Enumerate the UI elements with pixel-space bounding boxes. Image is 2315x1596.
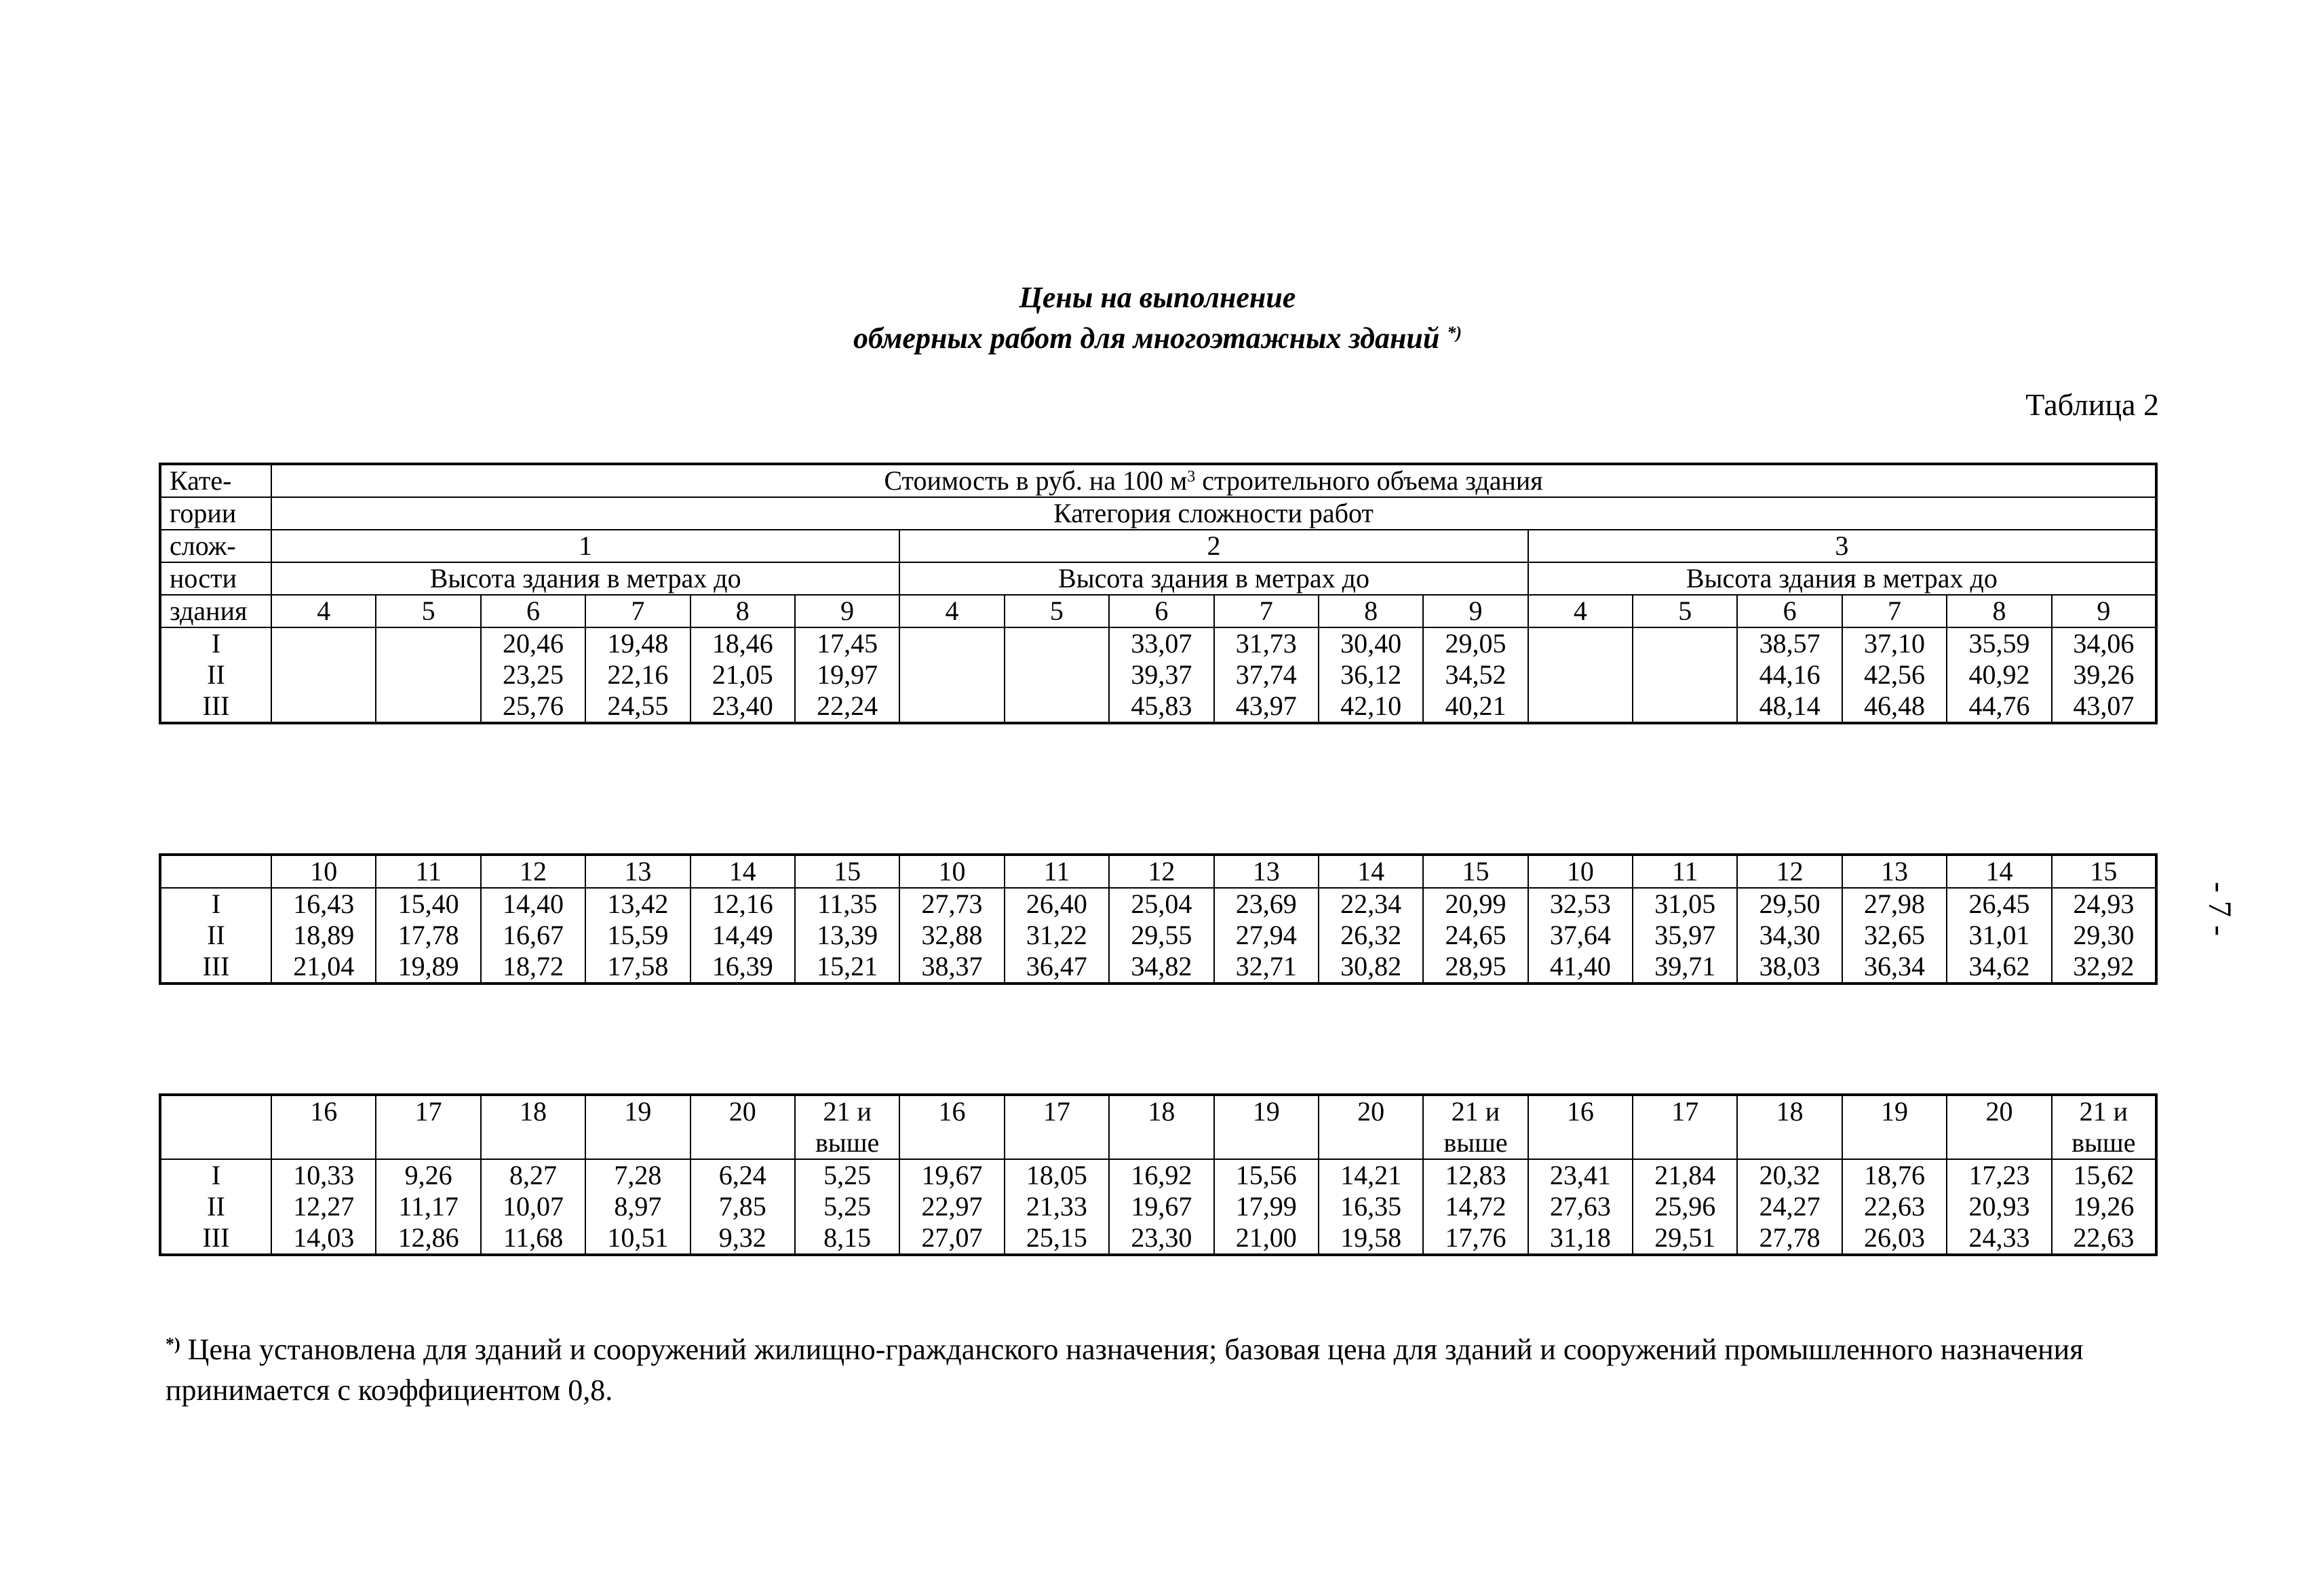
price-cell: 25,76 — [481, 690, 585, 723]
height-value: 8 — [1319, 595, 1423, 627]
row-label: II — [160, 659, 271, 690]
price-cell: 17,45 — [795, 627, 899, 659]
row-label: II — [160, 1191, 271, 1222]
price-cell: 31,73 — [1214, 627, 1319, 659]
height-value: 13 — [585, 855, 690, 888]
complexity-group-1: 1 — [271, 530, 899, 562]
category-header-cell: гории — [160, 497, 271, 530]
category-header-cell: Кате- — [160, 464, 271, 497]
price-cell: 7,85 — [690, 1191, 795, 1222]
height-value: 11 — [1005, 855, 1109, 888]
price-cell: 34,82 — [1109, 951, 1213, 984]
price-cell: 46,48 — [1842, 690, 1947, 723]
price-cell: 34,52 — [1423, 659, 1528, 690]
price-cell: 38,37 — [899, 951, 1004, 984]
price-cell: 7,28 — [585, 1159, 690, 1191]
price-cell: 19,67 — [1109, 1191, 1213, 1222]
height-value: 16 — [271, 1095, 376, 1159]
price-cell: 15,62 — [2052, 1159, 2156, 1191]
price-cell: 22,34 — [1319, 888, 1423, 920]
height-label-3: Высота здания в метрах до — [1528, 562, 2156, 595]
price-cell: 15,40 — [376, 888, 480, 920]
price-cell: 39,71 — [1633, 951, 1737, 984]
price-cell: 19,58 — [1319, 1222, 1423, 1255]
height-value: 12 — [1737, 855, 1842, 888]
price-cell: 26,32 — [1319, 920, 1423, 951]
height-value: 8 — [1947, 595, 2051, 627]
height-label-1: Высота здания в метрах до — [271, 562, 899, 595]
height-value: 20 — [1319, 1095, 1423, 1159]
price-cell: 19,67 — [899, 1159, 1004, 1191]
row-label: II — [160, 920, 271, 951]
price-cell: 37,64 — [1528, 920, 1633, 951]
table-row — [160, 951, 2156, 984]
title-line-2-text: обмерных работ для многоэтажных зданий — [853, 322, 1440, 355]
table-row — [160, 1222, 2156, 1255]
price-cell: 34,62 — [1947, 951, 2051, 984]
price-cell — [1633, 690, 1737, 723]
title-footnote-mark: *) — [1447, 323, 1462, 343]
price-cell: 19,26 — [2052, 1191, 2156, 1222]
price-cell — [899, 659, 1004, 690]
price-cell: 18,46 — [690, 627, 795, 659]
price-cell: 27,78 — [1737, 1222, 1842, 1255]
height-value: 19 — [1842, 1095, 1947, 1159]
height-value: 6 — [481, 595, 585, 627]
price-cell: 26,45 — [1947, 888, 2051, 920]
height-value: 14 — [1947, 855, 2051, 888]
price-cell: 18,89 — [271, 920, 376, 951]
price-cell: 32,65 — [1842, 920, 1947, 951]
price-cell: 10,51 — [585, 1222, 690, 1255]
price-cell: 22,63 — [2052, 1222, 2156, 1255]
price-table-block-3 — [159, 1093, 2158, 1256]
price-cell: 27,98 — [1842, 888, 1947, 920]
price-cell: 28,95 — [1423, 951, 1528, 984]
price-cell: 22,63 — [1842, 1191, 1947, 1222]
price-cell: 32,88 — [899, 920, 1004, 951]
price-cell: 34,06 — [2052, 627, 2156, 659]
row-label: I — [160, 627, 271, 659]
price-cell — [1528, 659, 1633, 690]
height-value: 12 — [1109, 855, 1213, 888]
height-value: 16 — [899, 1095, 1004, 1159]
price-cell: 45,83 — [1109, 690, 1213, 723]
price-cell — [271, 627, 376, 659]
height-value: 10 — [271, 855, 376, 888]
price-cell: 21,84 — [1633, 1159, 1737, 1191]
price-cell: 8,27 — [481, 1159, 585, 1191]
height-value: 13 — [1214, 855, 1319, 888]
height-value: 14 — [690, 855, 795, 888]
price-cell: 16,67 — [481, 920, 585, 951]
price-cell: 42,10 — [1319, 690, 1423, 723]
price-cell: 21,04 — [271, 951, 376, 984]
price-cell: 39,26 — [2052, 659, 2156, 690]
price-cell: 35,97 — [1633, 920, 1737, 951]
height-value: 8 — [690, 595, 795, 627]
footnote-text: Цена установлена для зданий и сооружений жилищно-гражданского назначения; базовая цена для зданий и сооружений промышленного назначения принимается с коэффициентом 0,8. — [166, 1333, 2084, 1407]
price-cell: 48,14 — [1737, 690, 1842, 723]
price-cell: 26,03 — [1842, 1222, 1947, 1255]
cost-header — [271, 464, 2156, 497]
price-cell: 19,48 — [585, 627, 690, 659]
price-cell: 8,97 — [585, 1191, 690, 1222]
price-cell — [1633, 659, 1737, 690]
price-cell: 24,55 — [585, 690, 690, 723]
price-cell: 32,71 — [1214, 951, 1319, 984]
price-cell — [271, 690, 376, 723]
height-value: 7 — [585, 595, 690, 627]
height-value: 21 и выше — [2052, 1095, 2156, 1159]
price-cell — [899, 627, 1004, 659]
price-cell: 34,30 — [1737, 920, 1842, 951]
price-cell: 29,50 — [1737, 888, 1842, 920]
price-cell: 14,49 — [690, 920, 795, 951]
price-cell: 27,94 — [1214, 920, 1319, 951]
price-cell: 42,56 — [1842, 659, 1947, 690]
price-cell: 25,04 — [1109, 888, 1213, 920]
price-cell: 30,82 — [1319, 951, 1423, 984]
row-label: III — [160, 690, 271, 723]
price-cell: 14,21 — [1319, 1159, 1423, 1191]
height-value: 17 — [376, 1095, 480, 1159]
table-row — [160, 888, 2156, 920]
height-value: 4 — [271, 595, 376, 627]
height-value: 18 — [1109, 1095, 1213, 1159]
price-cell: 18,05 — [1005, 1159, 1109, 1191]
height-value: 7 — [1214, 595, 1319, 627]
price-cell: 25,96 — [1633, 1191, 1737, 1222]
height-value: 18 — [481, 1095, 585, 1159]
table-row — [160, 920, 2156, 951]
complexity-group-2: 2 — [899, 530, 1528, 562]
price-cell: 24,93 — [2052, 888, 2156, 920]
price-cell — [1005, 659, 1109, 690]
height-value: 14 — [1319, 855, 1423, 888]
category-header-cell: слож- — [160, 530, 271, 562]
price-cell: 24,65 — [1423, 920, 1528, 951]
title-line-2 — [0, 319, 2315, 358]
row-label-header — [160, 1095, 271, 1159]
height-value: 4 — [899, 595, 1004, 627]
price-cell: 31,05 — [1633, 888, 1737, 920]
category-header-cell: ности — [160, 562, 271, 595]
height-value: 10 — [1528, 855, 1633, 888]
price-cell: 16,35 — [1319, 1191, 1423, 1222]
row-label: III — [160, 951, 271, 984]
price-cell: 22,24 — [795, 690, 899, 723]
price-cell: 41,40 — [1528, 951, 1633, 984]
price-cell: 27,07 — [899, 1222, 1004, 1255]
price-cell: 17,76 — [1423, 1222, 1528, 1255]
cost-header-text: Стоимость в руб. на 100 м — [884, 465, 1188, 496]
price-cell: 5,25 — [795, 1191, 899, 1222]
price-cell: 12,83 — [1423, 1159, 1528, 1191]
cost-header-suffix: строительного объема здания — [1195, 465, 1543, 496]
price-cell: 21,05 — [690, 659, 795, 690]
price-cell: 15,59 — [585, 920, 690, 951]
table-label: Таблица 2 — [2025, 387, 2159, 422]
price-cell: 39,37 — [1109, 659, 1213, 690]
price-cell — [1633, 627, 1737, 659]
table-row — [160, 627, 2156, 659]
price-cell: 32,53 — [1528, 888, 1633, 920]
price-cell: 43,97 — [1214, 690, 1319, 723]
height-value: 11 — [1633, 855, 1737, 888]
height-value: 10 — [899, 855, 1004, 888]
price-cell: 9,32 — [690, 1222, 795, 1255]
price-cell: 16,92 — [1109, 1159, 1213, 1191]
price-cell: 14,72 — [1423, 1191, 1528, 1222]
price-cell: 23,41 — [1528, 1159, 1633, 1191]
price-table-block-2 — [159, 853, 2158, 985]
price-cell: 20,46 — [481, 627, 585, 659]
price-cell: 14,03 — [271, 1222, 376, 1255]
price-cell: 31,01 — [1947, 920, 2051, 951]
table-row — [160, 659, 2156, 690]
price-cell: 35,59 — [1947, 627, 2051, 659]
price-cell — [1005, 627, 1109, 659]
height-value: 21 и выше — [795, 1095, 899, 1159]
price-cell: 25,15 — [1005, 1222, 1109, 1255]
price-cell — [1528, 627, 1633, 659]
price-cell — [1005, 690, 1109, 723]
height-value: 4 — [1528, 595, 1633, 627]
price-table-block-1 — [159, 463, 2158, 724]
price-cell: 16,43 — [271, 888, 376, 920]
price-cell: 11,17 — [376, 1191, 480, 1222]
row-label: III — [160, 1222, 271, 1255]
price-cell: 17,58 — [585, 951, 690, 984]
height-value: 17 — [1633, 1095, 1737, 1159]
price-cell: 29,51 — [1633, 1222, 1737, 1255]
price-cell: 33,07 — [1109, 627, 1213, 659]
price-cell: 43,07 — [2052, 690, 2156, 723]
price-cell: 8,15 — [795, 1222, 899, 1255]
price-cell: 30,40 — [1319, 627, 1423, 659]
price-cell: 13,39 — [795, 920, 899, 951]
row-label-header — [160, 855, 271, 888]
price-cell: 37,74 — [1214, 659, 1319, 690]
price-cell: 18,72 — [481, 951, 585, 984]
price-cell: 6,24 — [690, 1159, 795, 1191]
price-cell: 17,23 — [1947, 1159, 2051, 1191]
price-cell — [271, 659, 376, 690]
title-line-1: Цены на выполнение — [1019, 281, 1296, 314]
price-cell: 9,26 — [376, 1159, 480, 1191]
price-cell: 27,63 — [1528, 1191, 1633, 1222]
height-value: 12 — [481, 855, 585, 888]
footnote-mark: *) — [166, 1334, 180, 1354]
price-cell: 29,05 — [1423, 627, 1528, 659]
price-cell: 16,39 — [690, 951, 795, 984]
height-value: 9 — [795, 595, 899, 627]
price-cell: 12,16 — [690, 888, 795, 920]
price-cell: 23,25 — [481, 659, 585, 690]
height-value: 5 — [1633, 595, 1737, 627]
price-cell — [376, 659, 480, 690]
height-value: 9 — [1423, 595, 1528, 627]
price-cell: 44,16 — [1737, 659, 1842, 690]
table-row — [160, 1159, 2156, 1191]
price-cell: 22,97 — [899, 1191, 1004, 1222]
price-cell: 21,33 — [1005, 1191, 1109, 1222]
price-cell: 18,76 — [1842, 1159, 1947, 1191]
height-value: 5 — [376, 595, 480, 627]
height-value: 16 — [1528, 1095, 1633, 1159]
height-value: 17 — [1005, 1095, 1109, 1159]
height-value: 11 — [376, 855, 480, 888]
price-cell: 36,34 — [1842, 951, 1947, 984]
price-cell: 19,89 — [376, 951, 480, 984]
price-cell: 14,40 — [481, 888, 585, 920]
complexity-header: Категория сложности работ — [271, 497, 2156, 530]
height-value: 20 — [690, 1095, 795, 1159]
price-cell: 26,40 — [1005, 888, 1109, 920]
price-cell: 11,68 — [481, 1222, 585, 1255]
price-cell: 11,35 — [795, 888, 899, 920]
height-value: 15 — [795, 855, 899, 888]
complexity-group-3: 3 — [1528, 530, 2156, 562]
price-cell — [376, 627, 480, 659]
table-row — [160, 1191, 2156, 1222]
footnote — [166, 1329, 2146, 1411]
height-value: 19 — [585, 1095, 690, 1159]
price-cell: 29,30 — [2052, 920, 2156, 951]
price-cell: 37,10 — [1842, 627, 1947, 659]
price-cell: 23,69 — [1214, 888, 1319, 920]
price-cell: 15,56 — [1214, 1159, 1319, 1191]
price-cell: 17,78 — [376, 920, 480, 951]
height-label-2: Высота здания в метрах до — [899, 562, 1528, 595]
price-cell — [899, 690, 1004, 723]
price-cell: 44,76 — [1947, 690, 2051, 723]
height-value: 20 — [1947, 1095, 2051, 1159]
price-cell: 10,33 — [271, 1159, 376, 1191]
price-cell: 24,33 — [1947, 1222, 2051, 1255]
price-cell: 10,07 — [481, 1191, 585, 1222]
price-cell: 12,86 — [376, 1222, 480, 1255]
price-cell: 20,32 — [1737, 1159, 1842, 1191]
price-cell: 36,12 — [1319, 659, 1423, 690]
price-cell: 20,99 — [1423, 888, 1528, 920]
price-cell — [1528, 690, 1633, 723]
height-value: 21 и выше — [1423, 1095, 1528, 1159]
height-value: 5 — [1005, 595, 1109, 627]
price-cell: 27,73 — [899, 888, 1004, 920]
height-value: 15 — [1423, 855, 1528, 888]
price-cell: 23,40 — [690, 690, 795, 723]
height-value: 9 — [2052, 595, 2156, 627]
price-cell: 5,25 — [795, 1159, 899, 1191]
height-value: 6 — [1109, 595, 1213, 627]
price-cell: 38,03 — [1737, 951, 1842, 984]
price-cell: 31,22 — [1005, 920, 1109, 951]
cost-header-superscript: 3 — [1187, 468, 1196, 486]
height-value: 15 — [2052, 855, 2156, 888]
height-value: 18 — [1737, 1095, 1842, 1159]
price-cell: 36,47 — [1005, 951, 1109, 984]
price-cell: 40,92 — [1947, 659, 2051, 690]
price-cell: 22,16 — [585, 659, 690, 690]
price-cell: 24,27 — [1737, 1191, 1842, 1222]
price-cell: 29,55 — [1109, 920, 1213, 951]
row-label: I — [160, 1159, 271, 1191]
category-header-cell: здания — [160, 595, 271, 627]
price-cell: 19,97 — [795, 659, 899, 690]
table-row — [160, 690, 2156, 723]
price-cell: 20,93 — [1947, 1191, 2051, 1222]
page-number: - 7 - — [2202, 882, 2238, 936]
price-cell: 38,57 — [1737, 627, 1842, 659]
price-cell: 12,27 — [271, 1191, 376, 1222]
height-value: 19 — [1214, 1095, 1319, 1159]
price-cell: 17,99 — [1214, 1191, 1319, 1222]
price-cell: 13,42 — [585, 888, 690, 920]
height-value: 6 — [1737, 595, 1842, 627]
height-value: 13 — [1842, 855, 1947, 888]
price-cell: 15,21 — [795, 951, 899, 984]
price-cell: 32,92 — [2052, 951, 2156, 984]
price-cell: 21,00 — [1214, 1222, 1319, 1255]
price-cell: 40,21 — [1423, 690, 1528, 723]
height-value: 7 — [1842, 595, 1947, 627]
row-label: I — [160, 888, 271, 920]
price-cell: 23,30 — [1109, 1222, 1213, 1255]
price-cell: 31,18 — [1528, 1222, 1633, 1255]
price-cell — [376, 690, 480, 723]
